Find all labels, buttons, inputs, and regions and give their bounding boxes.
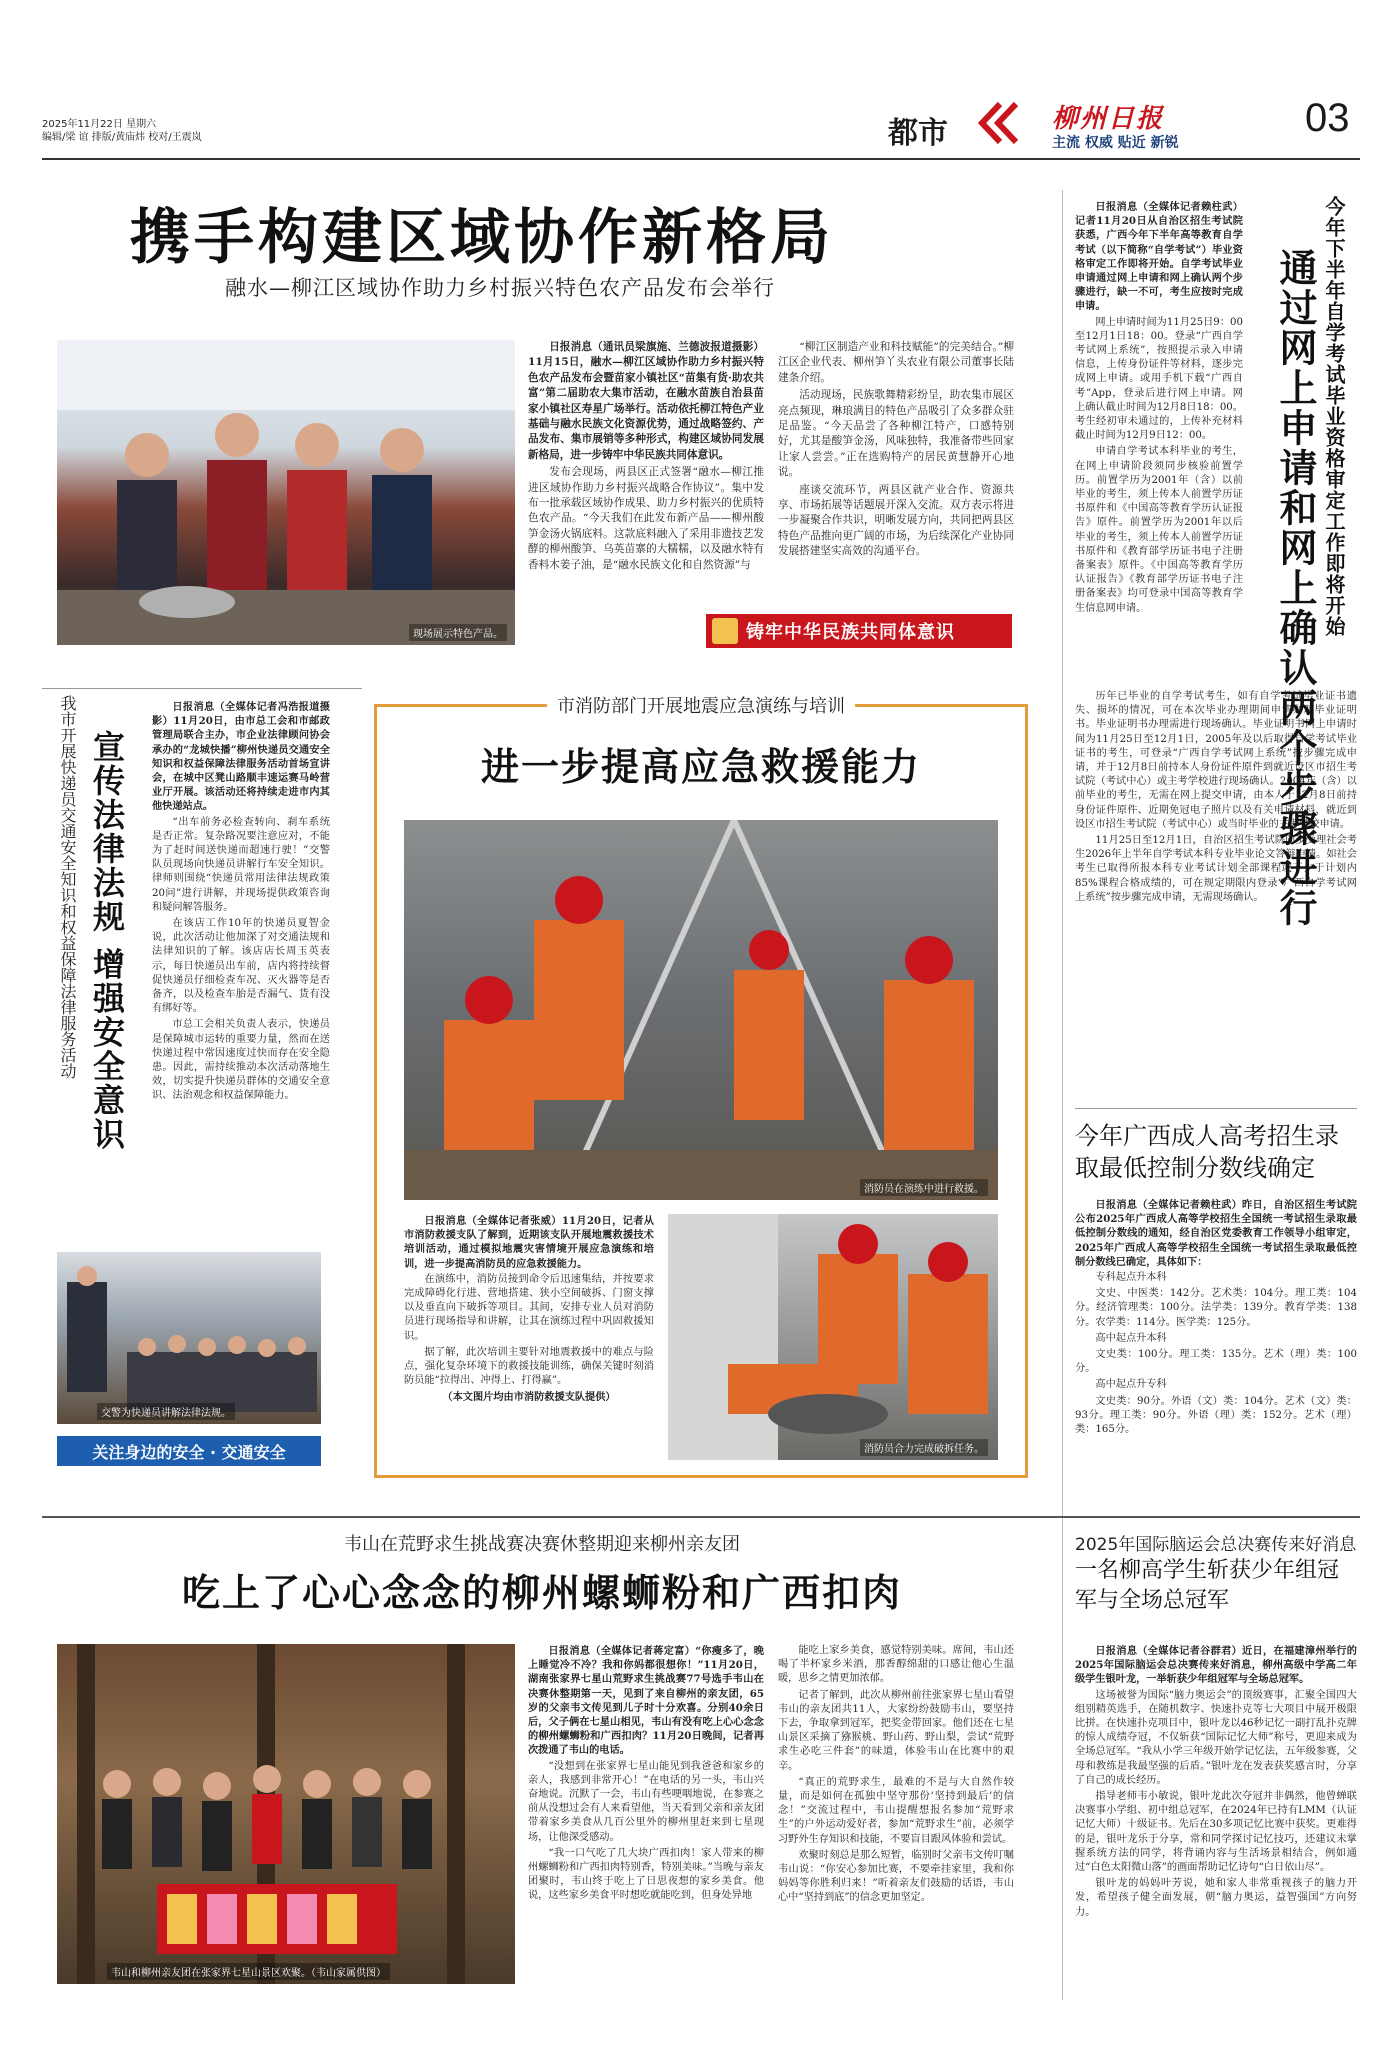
main-photo <box>57 340 515 645</box>
paragraph: 日报消息（全媒体记者赖柱武）昨日，自治区招生考试院公布2025年广西成人高等学校招生全国统一考试招生录取最低控制分数线的通知，经自治区党委教育工作领导小组审定，2025年广西成人高等学校招生全国统一考试招生录取最低控制分数线已确定，具体如下： <box>1075 1199 1357 1268</box>
law-kicker: 我市开展快递员交通安全知识和权益保障法律服务活动 <box>58 695 77 1079</box>
drill-photo-1-caption: 消防员在演练中进行救援。 <box>860 1179 988 1196</box>
main-article-col2 <box>778 340 1014 562</box>
paragraph: 11月25日至12月1日，自治区招生考试院同步受理社会考生2026年上半年自学考试本科专业毕业论文答辩申请。如社会考生已取得所报本科专业考试计划全部课程或不少于计划内85%课程合格成绩的，可在规定期限内登录“广西自学考试网上系统”按步骤完成申请，无需现场确认。 <box>1075 835 1357 903</box>
emblem-icon <box>712 618 738 644</box>
self-exam-body <box>1075 200 1243 618</box>
paragraph: 文史类：100分。理工类：135分。艺术（理）类：100分。 <box>1075 1349 1357 1375</box>
main-photo-caption: 现场展示特色产品。 <box>409 624 507 641</box>
masthead-logo: 柳州日报 <box>1052 104 1165 134</box>
paragraph: 高中起点升本科 <box>1095 1332 1167 1344</box>
section-rule <box>42 1516 1360 1518</box>
paragraph: “柳江区制造产业和科技赋能”的完美结合。”柳江区企业代表、柳州笋丫头农业有限公司董事长陆建条介绍。 <box>778 341 1014 384</box>
paragraph: 活动现场，民族歌舞精彩纷呈，助农集市展区亮点频现，琳琅满目的特色产品吸引了众多群众驻足品鉴。“今天品尝了各种柳江特产，口感特别好，尤其是酸笋金汤，风味独特，我准备带些回家让家人尝尝。”正在选购特产的居民黄慧静开心地说。 <box>778 389 1014 479</box>
paragraph: 市总工会相关负责人表示，快递员是保障城市运转的重要力量，然而在送快递过程中常因速度过快而存在安全隐患。因此，需持续推动本次活动落地生效，切实提升快递员群体的交通安全意识、法治观念和权益保障能力。 <box>152 1019 330 1102</box>
paragraph: 日报消息（全媒体记者冯浩报道摄影）11月20日，由市总工会和市邮政管理局联合主办，市企业法律顾问协会承办的“龙城快播”柳州快递员交通安全知识和权益保障法律服务活动首场宣讲会，在城中区凳山路顺丰速运赛马岭营业厅开展。该活动还将持续走进市内其他快递站点。 <box>152 701 330 813</box>
paragraph: 据了解，此次培训主要针对地震救援中的难点与险点，强化复杂环境下的救援技能训练，确保关键时刻消防员能“拉得出、冲得上、打得赢”。 <box>404 1346 654 1387</box>
wild-col2 <box>778 1644 1014 1908</box>
paragraph: “出车前务必检查转向、刹车系统是否正常。复杂路况要注意应对，不能为了赶时间送快递而超速行驶！”交警队员现场向快递员讲解行车安全知识。律师则围绕“快递员常用法律法规政策20问”进行讲解，并现场提供政策咨询和疑问解答服务。 <box>152 816 330 913</box>
wild-headline: 吃上了心心念念的柳州螺蛳粉和广西扣肉 <box>181 1571 902 1615</box>
paragraph: 日报消息（全媒体记者谷群君）近日，在福建漳州举行的2025年国际脑运会总决赛传来好消息，柳州高级中学高二年级学生银叶龙，一举斩获少年组冠军与全场总冠军。 <box>1075 1645 1357 1686</box>
wild-photo <box>57 1644 515 1984</box>
law-photo <box>57 1252 321 1424</box>
section-name: 都市 <box>888 116 948 151</box>
paragraph: 历年已毕业的自学考试考生，如有自学考试毕业证书遗失、损坏的情况，可在本次毕业办理期间申请办理毕业证明书。毕业证明书办理需进行现场确认。毕业证明书网上申请时间为11月25日至12月1日，2005年及以后取得自学考试毕业证书的考生，可登录“广西自学考试网上系统”按步骤完成申请，并于12月8日前持本人身份证件原件到就近设区市招生考试院（考试中心）或主考学校进行现场确认。2004年（含）以前毕业的考生，无需在网上提交申请，由本人于12月8日前持身份证件原件、近期免冠电子照片以及有关申请材料，就近到设区市招生考试院（考试中心）或当时毕业的主考学校申请。 <box>1075 691 1357 830</box>
self-exam-kicker: 今年下半年自学考试毕业资格审定工作即将开始 <box>1322 196 1346 637</box>
paragraph: 专科起点升本科 <box>1095 1272 1167 1284</box>
paragraph: 在该店工作10年的快递员夏智金说，此次活动让他加深了对交通法规和法律知识的了解。该店店长周玉英表示，每日快递员出车前，店内将持续督促快递员仔细检查车况、灭火器等是否备齐，以及检查车胎是否漏气、货有没有绑好等。 <box>152 918 330 1015</box>
header-rule <box>42 158 1360 160</box>
unity-banner-text: 铸牢中华民族共同体意识 <box>746 622 955 643</box>
drill-photo-1 <box>404 820 998 1200</box>
editors-line: 编辑/梁 谊 排版/黄庙炜 校对/王震岚 <box>42 132 202 143</box>
drill-photo-2 <box>668 1214 998 1460</box>
law-photo-caption: 交警为快递员讲解法律法规。 <box>97 1403 235 1420</box>
paragraph: 欢聚时刻总是那么短暂，临别时父亲韦文传叮嘱韦山说：“你安心参加比赛，不要牵挂家里，我和你妈妈等你胜利归来！”听着亲友们鼓励的话语，韦山心中“坚持到底”的信念更加坚定。 <box>778 1849 1014 1904</box>
law-body <box>152 700 330 1106</box>
paragraph: 这场被誉为国际“脑力奥运会”的顶级赛事，汇聚全国四大组别精英选手，在随机数字、快速扑克等七大项目中展开极限比拼。在快速扑克项目中，银叶龙以46秒记忆一副打乱扑克牌的惊人成绩夺冠，不仅斩获“国际记忆大师”称号，更迎来成为全场总冠军。“我从小学三年级开始学记忆法，五年级参赛，父母和教练是我最坚强的后盾。”银叶龙在发表获奖感言时，分享了自己的成长经历。 <box>1075 1689 1357 1786</box>
drill-headline: 进一步提高应急救援能力 <box>480 745 921 789</box>
paragraph: 能吃上家乡美食，感觉特别美味。席间，韦山还喝了半杯家乡米酒，那香醇绵甜的口感让他心生温暖，思乡之情更加浓郁。 <box>778 1645 1014 1685</box>
paragraph: 座谈交流环节，两县区就产业合作、资源共享、市场拓展等话题展开深入交流。双方表示将进一步凝聚合作共识，明晰发展方向，共同把两县区特色产品推向更广阔的市场，为后续深化产业协同发展搭建坚实高效的沟通平台。 <box>778 483 1014 558</box>
divider <box>42 688 362 689</box>
self-exam-headline: 通过网上申请和网上确认两个步骤进行 <box>1273 248 1317 928</box>
drill-kicker-wrap <box>374 696 1028 730</box>
memory-body <box>1075 1644 1357 1922</box>
column-divider <box>1062 1520 1063 2000</box>
safety-banner: 关注身边的安全 · 交通安全 <box>57 1436 321 1466</box>
paragraph: 日报消息（通讯员梁旗施、兰德波报道摄影）11月15日，融水—柳江区域协作助力乡村振兴特色农产品发布会暨苗家小镇社区“苗集有货·助农共富”第二届助农大集市活动，在融水苗族自治县苗家小镇社区寿星广场举行。活动依托柳江特色产业基础与融水民族文化资源优势，通过战略签约、产品发布、集市展销等多种形式，构建区域协同发展新格局，进一步铸牢中华民族共同体意识。 <box>528 341 764 461</box>
paragraph: “没想到在张家界七星山能见到我爸爸和家乡的亲人，我感到非常开心！”在电话的另一头，韦山兴奋地说。沉默了一会，韦山有些哽咽地说，在参赛之前从没想过会有人来看望他，当天看到父亲和亲友团带着家乡美食从几百公里外的柳州里赶来到七星现场，让他深受感动。 <box>528 1760 764 1843</box>
paragraph: 银叶龙的妈妈叶芳说，她和家人非常重视孩子的脑力开发，希望孩子健全面发展，朝“脑力奥运，益智强国”方向努力。 <box>1075 1878 1357 1918</box>
chevron-left-icon <box>972 100 1024 146</box>
drill-kicker: 市消防部门开展地震应急演练与培训 <box>547 692 855 718</box>
wild-photo-caption: 韦山和柳州亲友团在张家界七星山景区欢聚。（韦山家属供图） <box>107 1963 390 1980</box>
divider <box>1075 1108 1357 1109</box>
paragraph: 文史、中医类：142分。艺术类：104分。理工类：104分。经济管理类：100分。法学类：139分。教育学类：138分。农学类：114分。医学类：125分。 <box>1075 1288 1357 1328</box>
unity-banner <box>706 614 1012 648</box>
photo-credit: （本文图片均由市消防救援支队提供） <box>442 1391 616 1404</box>
main-headline: 携手构建区域协作新格局 <box>130 203 834 273</box>
paragraph: 高中起点升专科 <box>1095 1379 1167 1391</box>
law-headline: 宣传法律法规 增强安全意识 <box>88 730 126 1152</box>
drill-photo-2-caption: 消防员合力完成破拆任务。 <box>860 1439 988 1456</box>
drill-body <box>404 1214 654 1407</box>
paragraph: 在演练中，消防员接到命令后迅速集结，并按要求完成障碍化行进、营地搭建、狭小空间破拆、门窗支撑以及垂直向下破拆等项目。其间，安排专业人员对消防员进行现场指导和讲解，让其在演练过程中巩固救援知识。 <box>404 1273 654 1342</box>
memory-kicker: 2025年国际脑运会总决赛传来好消息 <box>1075 1535 1357 1555</box>
column-divider <box>1062 190 1063 1520</box>
paragraph: 网上申请时间为11月25日9：00至12月1日18：00。登录“广西自学考试网上系统”，按照提示录入申请信息，上传身份证件等材料，逐步完成网上申请。或用手机下载“广西自考”App，登录后进行网上申请。网上确认截止时间为12月8日18：00。考生经初审未通过的，上传补充材料截止时间为12月9日12：00。 <box>1075 316 1243 442</box>
paragraph: 日报消息（全媒体记者蒋定富）“你瘦多了，晚上睡觉冷不冷？我和你妈都很想你！”11月20日，湖南张家界七星山荒野求生挑战赛77号选手韦山在决赛休整期第一天，见到了来自柳州的亲友团，65岁的父亲韦文传见到儿子时十分欢喜。分别40余日后，父子俩在七星山相见，韦山有没有吃上心心念念的柳州螺蛳粉和广西扣肉？11月20日晚间，记者再次拨通了韦山的电话。 <box>528 1645 764 1757</box>
wild-col1 <box>528 1644 764 1906</box>
memory-headline: 一名柳高学生斩获少年组冠军与全场总冠军 <box>1075 1558 1340 1613</box>
paragraph: 发布会现场，两县区正式签署“融水—柳江推进区域协作助力乡村振兴战略合作协议”。集中发布一批承载区域协作成果、助力乡村振兴的优质特色农产品。“今天我们在此发布新产品——柳州酸笋金汤火锅底料。这款底料融入了采用非遗技艺发酵的柳州酸笋、乌英苗寨的大糯糯，以及融水特有香料木姜子油，是“融水民族文化和自然资源”与 <box>528 466 764 571</box>
paragraph: “真正的荒野求生，最难的不是与大自然作较量，而是如何在孤独中坚守那份‘坚持到最后’的信念！”交流过程中，韦山提醒想报名参加“荒野求生”的户外运动爱好者，参加“荒野求生”前，必须学习野外生存知识和技能，不要盲目跟风体验和尝试。 <box>778 1776 1014 1845</box>
adult-exam-body <box>1075 1198 1357 1439</box>
paragraph: 日报消息（全媒体记者赖柱武）记者11月20日从自治区招生考试院获悉，广西今年下半年高等教育自学考试（以下简称“自学考试”）毕业资格审定工作即将开始。自学考试毕业申请通过网上申请和网上确认两个步骤进行，缺一不可，考生应按时完成申请。 <box>1075 201 1243 313</box>
wild-kicker: 韦山在荒野求生挑战赛决赛休整期迎来柳州亲友团 <box>344 1534 740 1555</box>
paragraph: 申请自学考试本科毕业的考生，在网上申请阶段须同步核验前置学历。前置学历为2001年（含）以前毕业的考生，须上传本人前置学历证书原件和《中国高等教育学历认证报告》原件。前置学历为2001年以后毕业的考生，须上传本人前置学历证书原件和《教育部学历证书电子注册备案表》原件。《中国高等教育学历认证报告》《教育部学历证书电子注册备案表》均可登录中国高等教育学生信息网申请。 <box>1075 446 1243 614</box>
main-article-col1 <box>528 340 764 575</box>
adult-exam-headline: 今年广西成人高考招生录取最低控制分数线确定 <box>1075 1122 1339 1182</box>
issue-date: 2025年11月22日 星期六 <box>42 119 157 130</box>
paragraph: 日报消息（全媒体记者张威）11月20日，记者从市消防救援支队了解到，近期该支队开展地震救援技术培训活动，通过模拟地震灾害情境开展应急演练和培训，进一步提高消防员的应急救援能力。 <box>404 1215 654 1270</box>
paragraph: 指导老师韦小敏说，银叶龙此次夺冠并非偶然，他曾蝉联决赛事小学组、初中组总冠军，在2024年已持有LMM（认证记忆大师）十级证书。先后在30多项记忆比赛中获奖。更难得的是，银叶龙乐于分享，常和同学探讨记忆技巧，还建议未掌握系统方法的同学，将背诵内容与生活场景相结合，例如通过“白色太阳微山落”的画面帮助记忆诗句“白日依山尽”。 <box>1075 1791 1357 1874</box>
main-subheadline: 融水—柳江区域协作助力乡村振兴特色农产品发布会举行 <box>225 276 775 300</box>
masthead-slogans: 主流 权威 贴近 新锐 <box>1052 135 1179 151</box>
page-number: 03 <box>1305 96 1350 140</box>
paragraph: “我一口气吃了几大块广西扣肉！家人带来的柳州螺蛳粉和广西扣肉特别香，特别美味。”当晚与亲友团聚时，韦山终于吃上了日思夜想的家乡美食。他说，这些家乡美食平时想吃就能吃到，但身处异地 <box>528 1847 764 1902</box>
paragraph: 文史类：90分。外语（文）类：104分。艺术（文）类：93分。理工类：90分。外语（理）类：152分。艺术（理）类：165分。 <box>1075 1395 1357 1436</box>
paragraph: 记者了解到，此次从柳州前往张家界七星山看望韦山的亲友团共11人，大家纷纷鼓励韦山，要坚持下去，争取拿到冠军，把奖金带回家。他们还在七星山景区采摘了猕猴桃、野山药、野山梨，尝试“荒野求生必吃三件套”的味道，体验韦山在比赛中的艰辛。 <box>778 1689 1014 1772</box>
